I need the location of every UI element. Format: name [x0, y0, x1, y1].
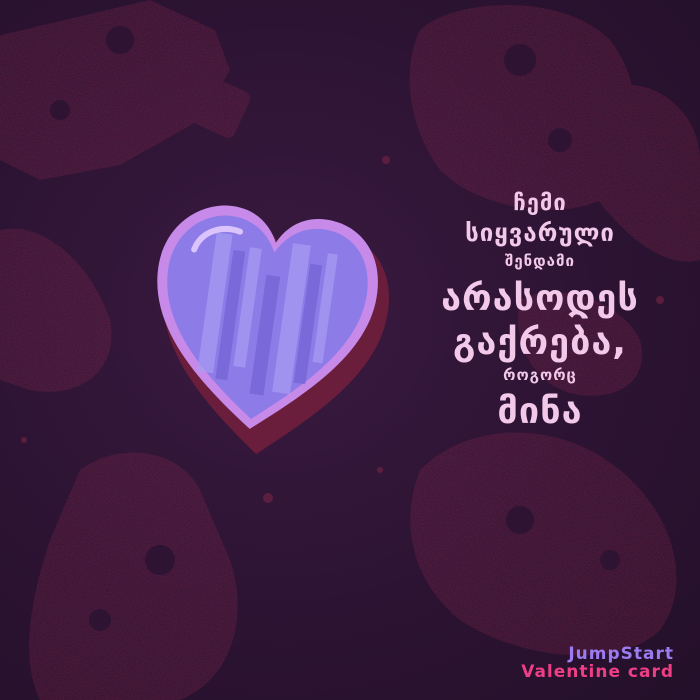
poem-line: როგორც — [503, 365, 577, 384]
poem-line: ჩემი — [513, 191, 567, 216]
poem-text — [395, 192, 685, 437]
poem-line: შენდამი — [505, 252, 575, 271]
brand-line-1: JumpStart — [568, 644, 674, 665]
poem-line: მინა — [497, 391, 583, 433]
poem-line: გაქრება, — [453, 321, 627, 363]
poem-line: არასოდეს — [441, 278, 639, 320]
poem-line: სიყვარული — [465, 219, 615, 248]
brand-line-2: Valentine card — [521, 662, 674, 683]
brand-logo — [521, 646, 674, 682]
